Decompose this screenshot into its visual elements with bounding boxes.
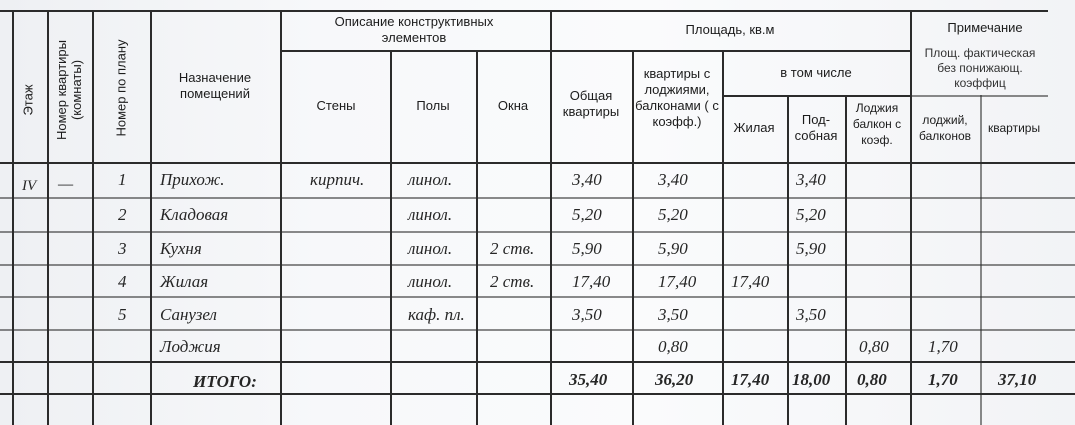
totals-f-loggia: 1,70 bbox=[928, 370, 958, 389]
col-line-1 bbox=[47, 10, 49, 425]
row-4-floor: линол. bbox=[408, 272, 453, 291]
header-apartment-no: Номер квартиры (комнаты) bbox=[54, 39, 84, 141]
row-3-total: 5,90 bbox=[572, 239, 602, 258]
col-line-10 bbox=[787, 95, 789, 425]
row-4-with-loggia: 17,40 bbox=[658, 272, 697, 291]
col-line-9 bbox=[722, 50, 724, 425]
header-purpose: Назначение помещений bbox=[178, 70, 252, 101]
row-1-aux: 3,40 bbox=[796, 170, 826, 189]
row-3-aux: 5,90 bbox=[796, 239, 826, 258]
row-6-name: Лоджия bbox=[160, 337, 221, 356]
rule-row4 bbox=[0, 296, 1075, 298]
header-floors: Полы bbox=[416, 98, 450, 113]
col-line-3 bbox=[150, 10, 152, 425]
header-with-loggias: квартиры с лоджиями, балконами ( с коэфф.) bbox=[635, 66, 719, 129]
header-area: Площадь, кв.м bbox=[685, 22, 775, 37]
header-note: Примечание bbox=[947, 20, 1023, 35]
row-2-aux: 5,20 bbox=[796, 205, 826, 224]
row-4-windows: 2 ств. bbox=[490, 272, 535, 291]
rule-row3 bbox=[0, 264, 1075, 266]
col-line-7 bbox=[550, 10, 552, 425]
row-2-name: Кладовая bbox=[160, 205, 229, 224]
totals-f-apart: 37,10 bbox=[998, 370, 1037, 389]
row-3-name: Кухня bbox=[160, 239, 202, 258]
row-4-no: 4 bbox=[118, 272, 127, 291]
totals-total: 35,40 bbox=[569, 370, 608, 389]
row-1-walls: кирпич. bbox=[310, 170, 365, 189]
row-4-name: Жилая bbox=[160, 272, 209, 291]
rule-header-bottom bbox=[0, 162, 1075, 164]
totals-living: 17,40 bbox=[731, 370, 770, 389]
header-note-sub: Площ. фактическая без понижающ. коэффиц bbox=[924, 46, 1036, 90]
col-line-6 bbox=[476, 50, 478, 425]
rule-top bbox=[0, 10, 1048, 12]
row-2-no: 2 bbox=[118, 205, 127, 224]
row-3-floor: линол. bbox=[408, 239, 453, 258]
row-1-name: Прихож. bbox=[160, 170, 225, 189]
row-1-floor: линол. bbox=[408, 170, 453, 189]
col-line-0 bbox=[12, 10, 14, 425]
row-5-with-loggia: 3,50 bbox=[658, 305, 688, 324]
row-1-with-loggia: 3,40 bbox=[658, 170, 688, 189]
col-line-5 bbox=[390, 50, 392, 425]
col-line-13 bbox=[980, 95, 982, 425]
rule-row5 bbox=[0, 329, 1075, 331]
header-living: Жилая bbox=[733, 120, 775, 135]
row-5-no: 5 bbox=[118, 305, 127, 324]
row-6-with-loggia: 0,80 bbox=[658, 337, 688, 356]
col-line-2 bbox=[92, 10, 94, 425]
row-1-total: 3,40 bbox=[572, 170, 602, 189]
header-auxiliary: Под-собная bbox=[794, 112, 838, 143]
row-5-floor: каф. пл. bbox=[408, 305, 465, 324]
apartment-value: — bbox=[58, 174, 74, 193]
header-loggia-coef: Лоджия балкон с коэф. bbox=[852, 101, 902, 147]
header-floor: Этаж bbox=[20, 84, 36, 116]
row-2-total: 5,20 bbox=[572, 205, 602, 224]
col-line-12 bbox=[910, 10, 912, 425]
header-note-loggia: лоджий, балконов bbox=[918, 113, 971, 143]
rule-subheader bbox=[280, 50, 912, 52]
header-plan-no: Номер по плану bbox=[113, 39, 129, 137]
totals-loggia: 0,80 bbox=[857, 370, 887, 389]
row-2-floor: линол. bbox=[408, 205, 453, 224]
header-including: в том числе bbox=[780, 65, 852, 80]
header-construction: Описание конструктивных элементов bbox=[334, 14, 494, 45]
header-walls: Стены bbox=[316, 98, 356, 113]
row-3-no: 3 bbox=[118, 239, 127, 258]
header-windows: Окна bbox=[497, 98, 529, 113]
totals-label: ИТОГО: bbox=[193, 372, 257, 391]
row-2-with-loggia: 5,20 bbox=[658, 205, 688, 224]
header-note-apartment: квартиры bbox=[988, 121, 1041, 135]
rule-row1 bbox=[0, 197, 1075, 199]
totals-with-loggia: 36,20 bbox=[655, 370, 694, 389]
row-1-no: 1 bbox=[118, 170, 127, 189]
rule-row6 bbox=[0, 361, 1075, 363]
col-line-4 bbox=[280, 10, 282, 425]
row-4-total: 17,40 bbox=[572, 272, 611, 291]
row-5-name: Санузел bbox=[160, 305, 217, 324]
row-3-windows: 2 ств. bbox=[490, 239, 535, 258]
row-5-total: 3,50 bbox=[572, 305, 602, 324]
header-total-apartment: Общая квартиры bbox=[562, 88, 620, 119]
totals-aux: 18,00 bbox=[792, 370, 831, 389]
row-3-with-loggia: 5,90 bbox=[658, 239, 688, 258]
rule-total bbox=[0, 393, 1075, 395]
row-6-loggia: 0,80 bbox=[859, 337, 889, 356]
row-5-aux: 3,50 bbox=[796, 305, 826, 324]
rule-including bbox=[722, 95, 912, 97]
rule-row2 bbox=[0, 231, 1075, 233]
floor-value: IV bbox=[22, 178, 37, 194]
row-4-living: 17,40 bbox=[731, 272, 770, 291]
row-6-f-loggia: 1,70 bbox=[928, 337, 958, 356]
